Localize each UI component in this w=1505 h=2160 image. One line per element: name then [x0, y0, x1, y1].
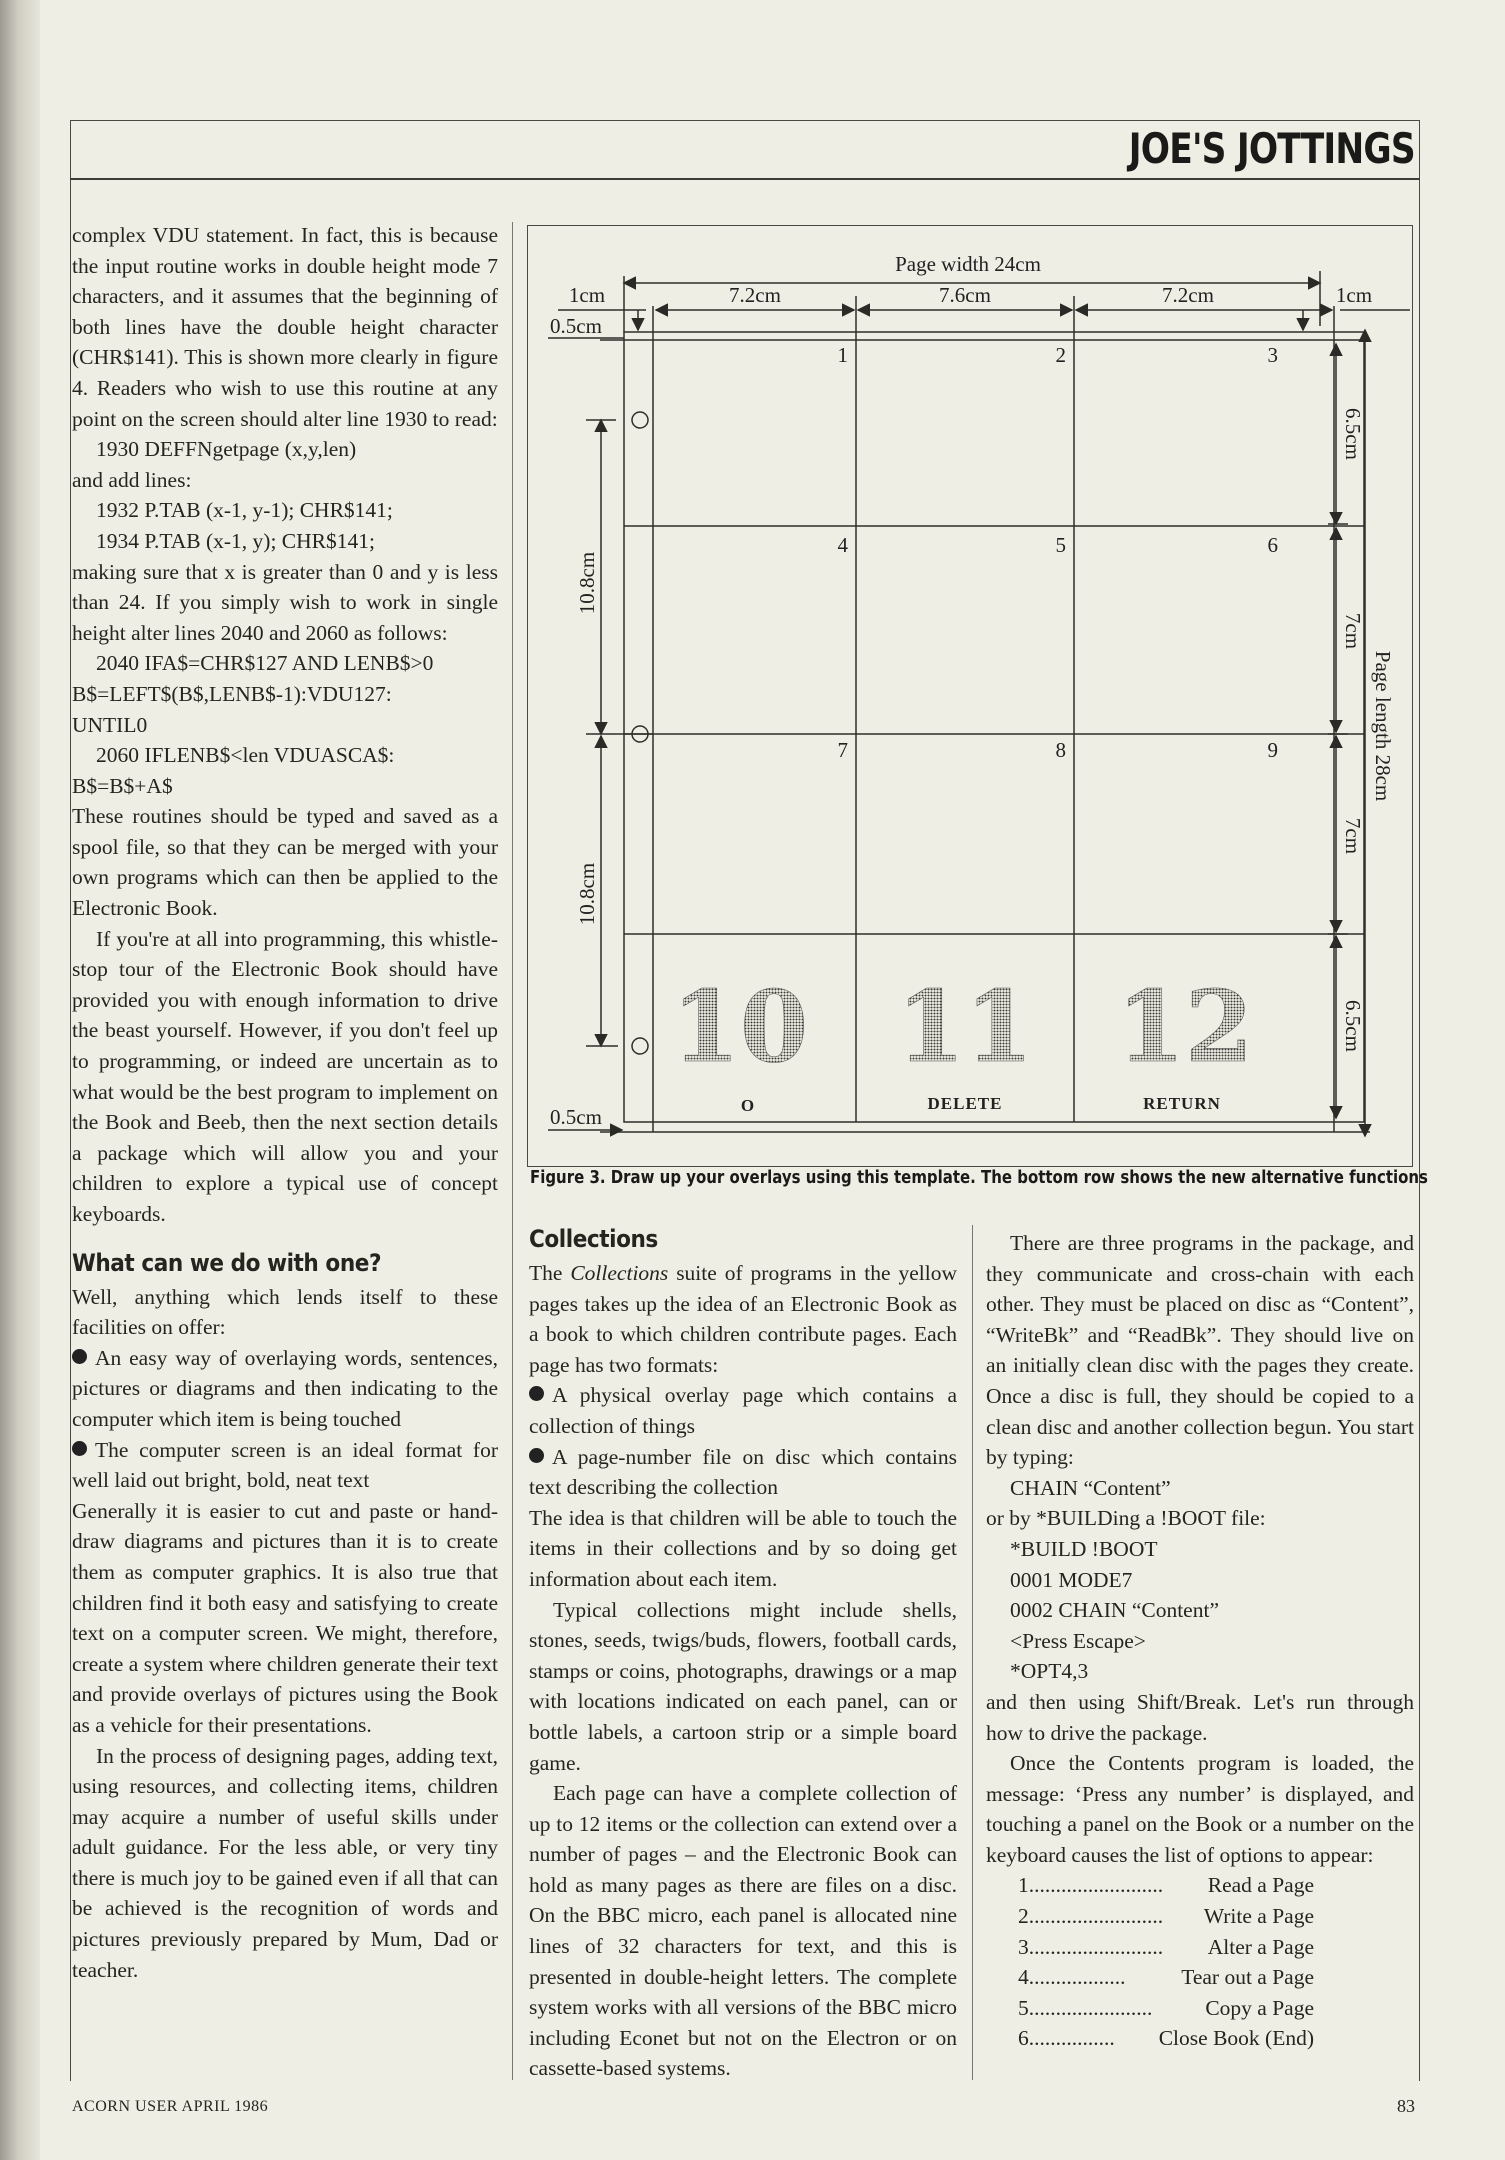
- binder-hole: [632, 1038, 648, 1054]
- column-rule: [512, 222, 513, 2080]
- bullet-icon: [529, 1448, 544, 1463]
- paragraph: These routines should be typed and saved as a spool file, so that they can be merged with your own programs which can then be applied to the Electronic Book.: [72, 804, 498, 921]
- paragraph: There are three programs in the package, and they communicate and cross-chain with each other. They must be placed on disc as “Content”, “WriteBk” and “ReadBk”. They should live on an initially clean disc with the pages they create. Once a disc is full, they should be copied to a clean disc and another collection begun. You start by typing:: [986, 1231, 1414, 1470]
- cell-number: 6: [1267, 533, 1278, 557]
- paragraph: If you're at all into programming, this whistle-stop tour of the Electronic Book should have provided you with enough information to drive the beast yourself. However, if you don't feel up to programming, or indeed are uncertain as to what would be the best program to implement on the Book and Beeb, then the next section details a package which will allow you and your children to explore a typical use of concept keyboards.: [72, 926, 498, 1226]
- cell-number: 4: [837, 533, 848, 557]
- section-heading: Collections: [529, 1225, 658, 1253]
- menu-option: 1......................... Read a Page: [1018, 1873, 1314, 1898]
- binder-hole: [632, 412, 648, 428]
- code-line: 1930 DEFFNgetpage (x,y,len): [96, 437, 357, 462]
- code-line: *BUILD !BOOT: [1010, 1536, 1158, 1561]
- book-spine: [0, 0, 40, 2160]
- page-width-label: Page width 24cm: [895, 252, 1041, 276]
- cell-number: 8: [1055, 738, 1066, 762]
- cell-number: 3: [1267, 343, 1278, 367]
- function-label-o: O: [740, 1096, 756, 1115]
- code-line: 0002 CHAIN “Content”: [1010, 1598, 1219, 1623]
- paragraph: Well, anything which lends itself to these facilities on offer:: [72, 1284, 498, 1340]
- row-height-label: 7cm: [1341, 612, 1365, 650]
- column-2: [529, 1222, 957, 2084]
- paragraph: The Collections suite of programs in the yellow pages takes up the idea of an Electronic Book as a book to which children contribute pages. Each page has two formats:: [529, 1261, 957, 1377]
- panel-number-12: 12: [1116, 970, 1254, 1085]
- code-line: 0001 MODE7: [1010, 1567, 1133, 1592]
- row-height-label: 6.5cm: [1341, 1000, 1365, 1052]
- cell-number: 2: [1055, 343, 1066, 367]
- paragraph: The idea is that children will be able to touch the items in their collections and by so doing get information about each item.: [529, 1505, 957, 1591]
- paragraph: Each page can have a complete collection of up to 12 items or the collection can extend over a number of pages – and the Electronic Book can hold as many pages as there are files on a disc. On the BBC micro, each panel is allocated nine lines of 32 characters for text, and this is presented in double-height letters. The complete system works with all versions of the BBC micro including Econet but not on the Electron or on cassette-based systems.: [529, 1781, 957, 2081]
- bullet-icon: [529, 1386, 544, 1401]
- panel-number-11: 11: [896, 970, 1034, 1085]
- bullet-item: A page-number file on disc which contains text describing the collection: [529, 1444, 957, 1500]
- paragraph: making sure that x is greater than 0 and y is less than 24. If you simply wish to work in single height alter lines 2040 and 2060 as follows:: [72, 559, 498, 645]
- bullet-item: An easy way of overlaying words, sentences, pictures or diagrams and then indicating to the computer which item is being touched: [72, 1345, 498, 1431]
- section-heading: What can we do with one?: [72, 1248, 382, 1277]
- cell-number: 7: [837, 738, 848, 762]
- code-line: B$=LEFT$(B$,LENB$-1):VDU127:: [72, 681, 392, 706]
- code-line: B$=B$+A$: [72, 773, 173, 798]
- row-height-label: 7cm: [1341, 817, 1365, 855]
- function-label-delete: DELETE: [927, 1094, 1003, 1113]
- cell-number: 1: [837, 343, 848, 367]
- menu-option: 5....................... Copy a Page: [1018, 1995, 1314, 2020]
- code-line: UNTIL0: [72, 712, 148, 737]
- menu-option: 4.................. Tear out a Page: [1018, 1965, 1314, 1990]
- bullet-item: A physical overlay page which contains a collection of things: [529, 1383, 957, 1438]
- paragraph: Typical collections might include shells, stones, seeds, twigs/buds, flowers, football cards, stamps or coins, photographs, drawings or a map with locations indicated on each panel, can or bottle labels, a cartoon strip or a simple board game.: [529, 1597, 957, 1775]
- code-line: 1934 P.TAB (x-1, y); CHR$141;: [96, 528, 375, 553]
- col-width-label: 7.6cm: [939, 283, 991, 307]
- hole-spacing-label: 10.8cm: [575, 551, 599, 615]
- function-label-return: RETURN: [1143, 1094, 1221, 1113]
- figure-3: [527, 225, 1413, 1167]
- page-number: 83: [1397, 2096, 1415, 2116]
- col-width-label: 7.2cm: [1162, 283, 1214, 307]
- code-line: <Press Escape>: [1010, 1628, 1146, 1653]
- page-length-label: Page length 28cm: [1371, 650, 1395, 802]
- paragraph: In the process of designing pages, adding text, using resources, and collecting items, children may acquire a number of useful skills under adult guidance. For the less able, or very tiny there is much joy to be gained even if all that can be achieved is the recognition of words and pictures previously prepared by Mum, Dad or teacher.: [72, 1743, 498, 1982]
- paragraph: or by *BUILDing a !BOOT file:: [986, 1506, 1266, 1531]
- hole-spacing-label: 10.8cm: [575, 862, 599, 926]
- margin-1cm-label: 1cm: [1335, 283, 1373, 307]
- menu-option: 3......................... Alter a Page: [1018, 1934, 1314, 1959]
- menu-option: 6................ Close Book (End): [1018, 2026, 1314, 2051]
- column-3: [986, 1228, 1414, 2054]
- code-line: CHAIN “Content”: [1010, 1475, 1171, 1500]
- bullet-icon: [72, 1441, 87, 1456]
- menu-option: 2......................... Write a Page: [1018, 1904, 1314, 1929]
- code-line: 2040 IFA$=CHR$127 AND LENB$>0: [96, 651, 434, 676]
- column-1: [72, 220, 498, 1985]
- paragraph: Once the Contents program is loaded, the message: ‘Press any number’ is displayed, and touching a panel on the Book or a number on the keyboard causes the list of options to appear:: [986, 1751, 1414, 1867]
- footer-publication: ACORN USER APRIL 1986: [72, 2098, 269, 2115]
- cell-number: 9: [1267, 738, 1278, 762]
- bullet-item: The computer screen is an ideal format for well laid out bright, bold, neat text: [72, 1437, 498, 1493]
- row-height-label: 6.5cm: [1341, 408, 1365, 460]
- cell-number: 5: [1055, 533, 1066, 557]
- margin-05cm-label: 0.5cm: [550, 314, 602, 338]
- code-line: *OPT4,3: [1010, 1659, 1089, 1684]
- margin-1cm-label: 1cm: [568, 283, 606, 307]
- column-rule: [972, 1225, 973, 2080]
- header-title: JOE'S JOTTINGS: [1128, 124, 1415, 173]
- margin-05cm-label: 0.5cm: [550, 1105, 602, 1129]
- panel-number-10: 10: [671, 970, 809, 1085]
- col-width-label: 7.2cm: [729, 283, 781, 307]
- overlay-template-diagram: [528, 226, 1412, 1166]
- bullet-icon: [72, 1349, 87, 1364]
- paragraph: Generally it is easier to cut and paste or hand-draw diagrams and pictures than it is to create them as computer graphics. It is also true that children find it both easy and satisfying to create text on a computer screen. We might, therefore, create a system where children generate their text and provide overlays of pictures using the Book as a vehicle for their presentations.: [72, 1498, 498, 1737]
- paragraph: complex VDU statement. In fact, this is because the input routine works in double height mode 7 characters, and it assumes that the beginning of both lines have the double height character (CHR$141). This is shown more clearly in figure 4. Readers who wish to use this routine at any point on the screen should alter line 1930 to read:: [72, 223, 498, 431]
- figure-caption: Figure 3. Draw up your overlays using this template. The bottom row shows the new alternative functions: [530, 1168, 1428, 1188]
- paragraph: and add lines:: [72, 467, 192, 492]
- paragraph: and then using Shift/Break. Let's run through how to drive the package.: [986, 1689, 1414, 1745]
- code-line: 2060 IFLENB$<len VDUASCA$:: [96, 743, 395, 768]
- header-rule: [70, 178, 1420, 180]
- code-line: 1932 P.TAB (x-1, y-1); CHR$141;: [96, 498, 393, 523]
